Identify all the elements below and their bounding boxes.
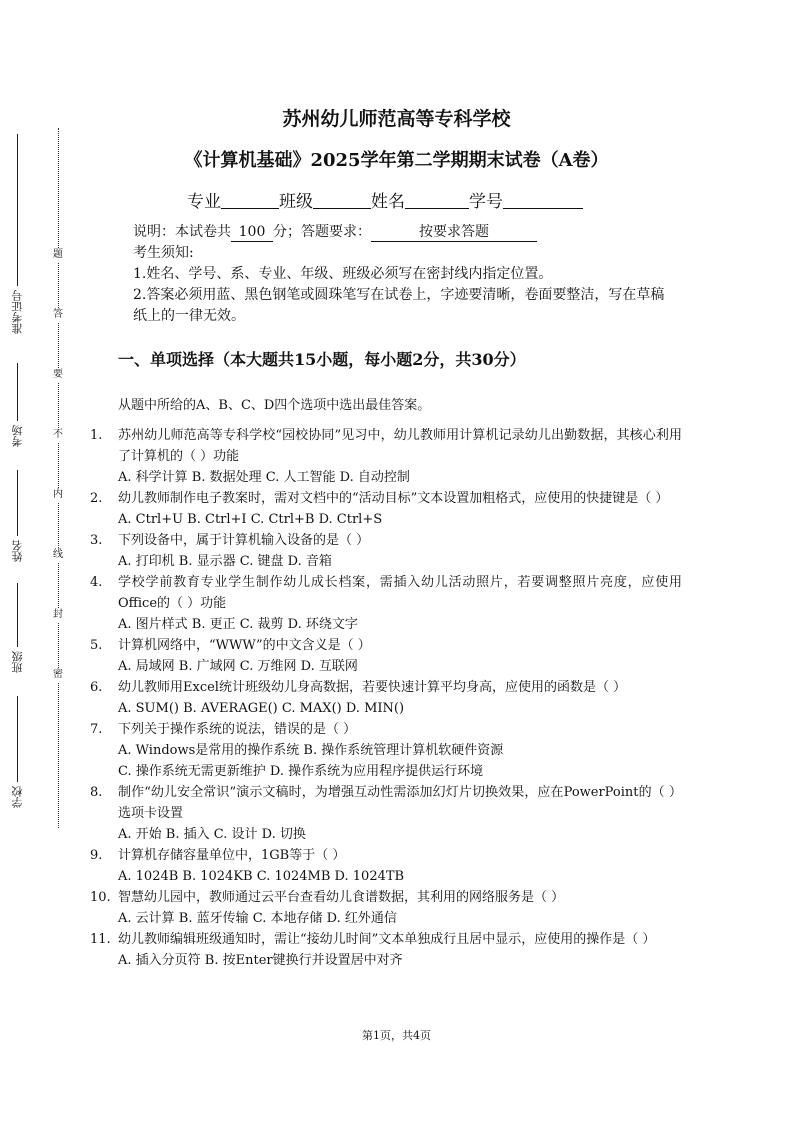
question-number: 10. bbox=[90, 890, 111, 905]
margin-field-exam-room bbox=[12, 363, 23, 447]
margin-field-class bbox=[12, 583, 23, 673]
exam-notes bbox=[133, 222, 678, 327]
info-blank-name[interactable] bbox=[405, 191, 469, 209]
info-label-name: 姓名 bbox=[371, 192, 405, 212]
question-options: A. 云计算 B. 蓝牙传输 C. 本地存储 D. 红外通信 bbox=[118, 911, 397, 926]
question-body bbox=[118, 530, 682, 572]
seal-char: 密 bbox=[53, 669, 63, 680]
notes-text: 说明：本试卷共 bbox=[133, 224, 231, 240]
question-body bbox=[118, 572, 682, 635]
question-number: 4. bbox=[90, 575, 103, 590]
question-number: 2. bbox=[90, 491, 103, 506]
question-options: A. 开始 B. 插入 C. 设计 D. 切换 bbox=[118, 827, 306, 842]
question-options: A. 局域网 B. 广域网 C. 万维网 D. 互联网 bbox=[118, 659, 358, 674]
notes-rule-2: 2.答案必须用蓝、黑色钢笔或圆珠笔写在试卷上，字迹要清晰，卷面要整洁，写在草稿纸上的一律无效。 bbox=[133, 287, 665, 324]
section-instruction: 从题中所给的A、B、C、D四个选项中选出最佳答案。 bbox=[118, 398, 431, 413]
question-body bbox=[118, 425, 682, 488]
question-body bbox=[118, 929, 682, 971]
question-item bbox=[90, 425, 682, 488]
question-body bbox=[118, 635, 682, 677]
seal-char: 线 bbox=[53, 549, 63, 560]
question-options: A. SUM() B. AVERAGE() C. MAX() D. MIN() bbox=[118, 701, 405, 716]
question-item bbox=[90, 677, 682, 719]
question-options: A. 打印机 B. 显示器 C. 键盘 D. 音箱 bbox=[118, 554, 332, 569]
section-title: 一、单项选择（本大题共15小题，每小题2分，共30分） bbox=[118, 350, 526, 369]
seal-line bbox=[58, 128, 59, 828]
notes-line-1 bbox=[133, 222, 678, 243]
question-item bbox=[90, 530, 682, 572]
question-stem: 下列设备中，属于计算机输入设备的是（ ） bbox=[118, 533, 370, 548]
notes-text: 分；答题要求： bbox=[273, 224, 371, 240]
question-stem: 智慧幼儿园中，教师通过云平台查看幼儿食谱数据，其利用的网络服务是（ ） bbox=[118, 890, 565, 905]
school-name: 苏州幼儿师范高等专科学校 bbox=[282, 108, 511, 130]
question-stem: 幼儿教师用Excel统计班级幼儿身高数据，若要快速计算平均身高，应使用的函数是（ ） bbox=[118, 680, 627, 695]
question-options: A. 科学计算 B. 数据处理 C. 人工智能 D. 自动控制 bbox=[118, 470, 410, 485]
question-options: A. 插入分页符 B. 按Enter键换行并设置居中对齐 bbox=[118, 953, 403, 968]
seal-char: 题 bbox=[53, 249, 63, 260]
question-body bbox=[118, 719, 682, 782]
question-number: 9. bbox=[90, 848, 103, 863]
question-item bbox=[90, 782, 682, 845]
question-stem: 幼儿教师编辑班级通知时，需让“接幼儿时间”文本单独成行且居中显示，应使用的操作是（ ） bbox=[118, 932, 656, 947]
question-item bbox=[90, 719, 682, 782]
question-item bbox=[90, 845, 682, 887]
info-blank-student-id[interactable] bbox=[503, 191, 583, 209]
question-stem: 计算机存储容量单位中，1GB等于（ ） bbox=[118, 848, 346, 863]
margin-label-class: 班级 bbox=[11, 651, 24, 673]
question-stem: 学校学前教育专业学生制作幼儿成长档案，需插入幼儿活动照片，若要调整照片亮度，应使用Office的（ ）功能 bbox=[118, 575, 682, 611]
margin-field-school bbox=[12, 696, 23, 808]
question-item bbox=[90, 488, 682, 530]
question-number: 7. bbox=[90, 722, 103, 737]
question-options: C. 操作系统无需更新维护 D. 操作系统为应用程序提供运行环境 bbox=[118, 764, 484, 779]
question-number: 5. bbox=[90, 638, 103, 653]
seal-char: 封 bbox=[53, 609, 63, 620]
question-number: 6. bbox=[90, 680, 103, 695]
question-item bbox=[90, 635, 682, 677]
exam-title: 《计算机基础》2025学年第二学期期末试卷（A卷） bbox=[184, 150, 609, 171]
notes-heading: 考生须知: bbox=[133, 245, 194, 261]
page-footer: 第1页，共4页 bbox=[362, 1029, 431, 1042]
question-item bbox=[90, 572, 682, 635]
question-number: 1. bbox=[90, 428, 103, 443]
question-options: A. Windows是常用的操作系统 B. 操作系统管理计算机软硬件资源 bbox=[118, 743, 504, 758]
margin-label-exam-number: 准考证号 bbox=[11, 290, 24, 334]
question-stem: 幼儿教师制作电子教案时，需对文档中的“活动目标”文本设置加粗格式，应使用的快捷键是（ ） bbox=[118, 491, 669, 506]
question-options: A. 1024B B. 1024KB C. 1024MB D. 1024TB bbox=[118, 869, 405, 884]
question-stem: 下列关于操作系统的说法，错误的是（ ） bbox=[118, 722, 357, 737]
seal-char: 要 bbox=[53, 369, 63, 380]
notes-rule-1: 1.姓名、学号、系、专业、年级、班级必须写在密封线内指定位置。 bbox=[133, 266, 553, 282]
seal-char: 答 bbox=[53, 309, 63, 320]
seal-char: 不 bbox=[53, 429, 63, 440]
question-body bbox=[118, 677, 682, 719]
question-body bbox=[118, 887, 682, 929]
student-info-row bbox=[187, 187, 627, 212]
question-stem: 苏州幼儿师范高等专科学校“园校协同”见习中，幼儿教师用计算机记录幼儿出勤数据，其核心利用了计算机的（ ）功能 bbox=[118, 428, 682, 464]
margin-label-school: 学校 bbox=[11, 786, 24, 808]
question-body bbox=[118, 782, 682, 845]
question-stem: 计算机网络中，“WWW”的中文含义是（ ） bbox=[118, 638, 371, 653]
info-label-student-id: 学号 bbox=[469, 192, 503, 212]
margin-label-exam-room: 考场 bbox=[11, 425, 24, 447]
margin-label-name: 姓名 bbox=[11, 540, 24, 562]
info-label-class: 班级 bbox=[279, 192, 313, 212]
margin-field-name bbox=[12, 470, 23, 562]
question-item bbox=[90, 887, 682, 929]
info-blank-class[interactable] bbox=[313, 191, 371, 209]
question-body bbox=[118, 488, 682, 530]
question-options: A. Ctrl+U B. Ctrl+I C. Ctrl+B D. Ctrl+S bbox=[118, 512, 383, 527]
question-number: 8. bbox=[90, 785, 103, 800]
answer-requirement: 按要求答题 bbox=[371, 224, 537, 242]
question-number: 11. bbox=[90, 932, 111, 947]
total-score: 100 bbox=[231, 224, 273, 242]
question-number: 3. bbox=[90, 533, 103, 548]
question-stem: 制作“幼儿安全常识”演示文稿时，为增强互动性需添加幻灯片切换效果，应在PowerPoint的（ ）选项卡设置 bbox=[118, 785, 682, 821]
info-blank-major[interactable] bbox=[221, 191, 279, 209]
question-body bbox=[118, 845, 682, 887]
seal-char: 内 bbox=[53, 489, 63, 500]
info-label-major: 专业 bbox=[187, 192, 221, 212]
question-options: A. 图片样式 B. 更正 C. 裁剪 D. 环绕文字 bbox=[118, 617, 358, 632]
question-item bbox=[90, 929, 682, 971]
question-list bbox=[90, 425, 682, 971]
